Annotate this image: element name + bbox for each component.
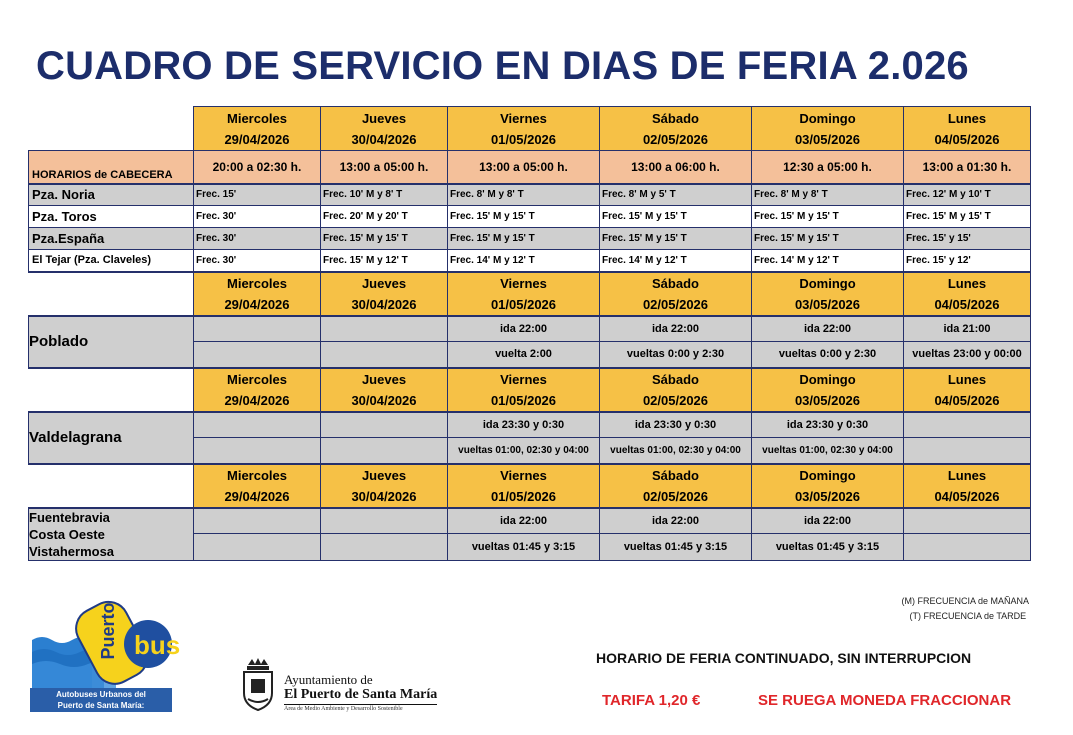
fare-text: TARIFA 1,20 € [602, 692, 701, 709]
frequency-cell: Frec. 15' y 15' [904, 228, 1031, 250]
cabecera-hours: 12:30 a 05:00 h. [752, 151, 904, 184]
day-header [448, 464, 600, 508]
legend-afternoon: (T) FRECUENCIA de TARDE [909, 611, 1027, 621]
route-ida-row [29, 412, 1031, 438]
day-date: 01/05/2026 [490, 488, 557, 504]
route-vuelta-cell [321, 438, 448, 464]
logo-word-bus: bus [134, 630, 181, 660]
day-date: 29/04/2026 [224, 296, 290, 312]
day-date: 04/05/2026 [934, 488, 1000, 504]
day-name: Jueves [361, 110, 407, 126]
stop-row [29, 228, 1031, 250]
stop-name: Pza. Toros [29, 206, 194, 228]
frequency-cell: Frec. 8' M y 8' T [448, 184, 600, 206]
day-name: Domingo [799, 110, 856, 126]
route-ida-cell: ida 22:00 [448, 508, 600, 534]
route-vuelta-cell [321, 342, 448, 368]
day-header [904, 464, 1031, 508]
day-name: Sábado [652, 371, 699, 387]
day-date: 04/05/2026 [934, 131, 1000, 147]
stop-name: Pza.España [29, 228, 194, 250]
day-name: Domingo [799, 371, 856, 387]
day-name: Miercoles [227, 275, 287, 291]
day-name: Viernes [500, 275, 547, 291]
frequency-cell: Frec. 15' M y 15' T [600, 206, 752, 228]
route-ida-cell [194, 316, 321, 342]
day-header-row [29, 107, 1031, 151]
day-date: 29/04/2026 [224, 392, 290, 408]
day-date: 30/04/2026 [351, 131, 417, 147]
day-name: Jueves [361, 371, 407, 387]
day-name: Viernes [500, 371, 547, 387]
route-ida-cell: ida 22:00 [600, 508, 752, 534]
day-name: Sábado [652, 467, 699, 483]
city-crest-icon [240, 657, 276, 711]
day-date: 03/05/2026 [794, 488, 861, 504]
day-date: 02/05/2026 [642, 392, 709, 408]
day-header [904, 272, 1031, 316]
frequency-cell: Frec. 15' M y 15' T [904, 206, 1031, 228]
frequency-cell: Frec. 10' M y 8' T [321, 184, 448, 206]
day-date: 03/05/2026 [794, 131, 861, 147]
stop-row [29, 206, 1031, 228]
header-spacer [29, 107, 194, 151]
day-name: Lunes [947, 371, 987, 387]
route-name-line: Costa Oeste [29, 526, 105, 542]
frequency-cell: Frec. 15' M y 15' T [321, 228, 448, 250]
frequency-cell: Frec. 8' M y 5' T [600, 184, 752, 206]
day-name: Miercoles [227, 110, 287, 126]
route-ida-cell: ida 22:00 [600, 316, 752, 342]
frequency-cell: Frec. 30' [194, 206, 321, 228]
day-name: Miercoles [227, 371, 287, 387]
route-vuelta-cell [904, 438, 1031, 464]
frequency-cell: Frec. 14' M y 12' T [752, 250, 904, 272]
day-date: 03/05/2026 [794, 296, 861, 312]
route-name: Poblado [29, 316, 194, 368]
day-header [321, 272, 448, 316]
route-vuelta-cell: vueltas 01:00, 02:30 y 04:00 [448, 438, 600, 464]
day-header [904, 107, 1031, 151]
frequency-cell: Frec. 8' M y 8' T [752, 184, 904, 206]
frequency-cell: Frec. 20' M y 20' T [321, 206, 448, 228]
route-vuelta-cell [194, 438, 321, 464]
stop-name: Pza. Noria [29, 184, 194, 206]
day-header-row [29, 272, 1031, 316]
route-vuelta-cell: vueltas 01:45 y 3:15 [600, 534, 752, 560]
stop-row [29, 250, 1031, 272]
cabecera-row [29, 151, 1031, 184]
day-date: 03/05/2026 [794, 392, 861, 408]
cabecera-hours: 13:00 a 06:00 h. [600, 151, 752, 184]
day-date: 01/05/2026 [490, 296, 557, 312]
route-vuelta-cell [321, 534, 448, 560]
frequency-cell: Frec. 15' y 12' [904, 250, 1031, 272]
day-header [194, 107, 321, 151]
continuous-notice: HORARIO DE FERIA CONTINUADO, SIN INTERRUPCION [596, 650, 972, 666]
coin-notice: SE RUEGA MONEDA FRACCIONAR [758, 692, 1012, 709]
stop-row [29, 184, 1031, 206]
route-ida-cell [321, 508, 448, 534]
day-name: Viernes [500, 467, 547, 483]
route-ida-cell: ida 22:00 [752, 316, 904, 342]
day-name: Lunes [947, 275, 987, 291]
day-header [194, 368, 321, 412]
route-vuelta-cell: vueltas 0:00 y 2:30 [752, 342, 904, 368]
day-name: Jueves [361, 275, 407, 291]
day-header [752, 464, 904, 508]
day-date: 02/05/2026 [642, 488, 709, 504]
day-header [448, 368, 600, 412]
route-ida-cell [194, 412, 321, 438]
route-ida-cell: ida 22:00 [448, 316, 600, 342]
route-vuelta-cell [194, 534, 321, 560]
day-name: Sábado [652, 110, 699, 126]
frequency-cell: Frec. 15' M y 12' T [321, 250, 448, 272]
day-header [752, 272, 904, 316]
day-header [321, 368, 448, 412]
ayuntamiento-logo [284, 672, 437, 712]
route-ida-cell [321, 412, 448, 438]
day-header [904, 368, 1031, 412]
ayuntamiento-line1: Ayuntamiento de [284, 672, 373, 687]
day-date: 04/05/2026 [934, 296, 1000, 312]
day-header [600, 272, 752, 316]
day-date: 30/04/2026 [351, 296, 417, 312]
header-spacer [29, 368, 194, 412]
day-date: 30/04/2026 [351, 392, 417, 408]
day-header-row [29, 464, 1031, 508]
day-date: 29/04/2026 [224, 131, 290, 147]
cabecera-label: HORARIOS de CABECERA [29, 151, 194, 184]
day-date: 30/04/2026 [351, 488, 417, 504]
day-header [752, 368, 904, 412]
stop-name: El Tejar (Pza. Claveles) [29, 250, 194, 272]
day-name: Miercoles [227, 467, 287, 483]
route-ida-cell: ida 22:00 [752, 508, 904, 534]
route-vuelta-cell: vueltas 01:00, 02:30 y 04:00 [752, 438, 904, 464]
day-date: 29/04/2026 [224, 488, 290, 504]
bus-caption-line2: Puerto de Santa María: [57, 701, 145, 710]
route-vuelta-cell: vueltas 23:00 y 00:00 [904, 342, 1031, 368]
route-vuelta-cell [194, 342, 321, 368]
route-ida-cell: ida 21:00 [904, 316, 1031, 342]
day-date: 04/05/2026 [934, 392, 1000, 408]
day-header [752, 107, 904, 151]
route-ida-cell [321, 316, 448, 342]
day-header [600, 107, 752, 151]
day-header [448, 107, 600, 151]
day-name: Domingo [799, 275, 856, 291]
route-name-line: Fuentebravia [29, 509, 110, 525]
bus-logo-caption [30, 688, 172, 712]
day-header [194, 464, 321, 508]
legend [901, 594, 1029, 624]
bus-caption-line1: Autobuses Urbanos del [56, 690, 146, 699]
route-name: Valdelagrana [29, 412, 194, 464]
route-vuelta-cell: vueltas 01:00, 02:30 y 04:00 [600, 438, 752, 464]
cabecera-hours: 13:00 a 01:30 h. [904, 151, 1031, 184]
day-name: Viernes [500, 110, 547, 126]
route-name [29, 508, 194, 561]
day-header [321, 464, 448, 508]
ayuntamiento-line3: Área de Medio Ambiente y Desarrollo Sostenible [284, 706, 403, 712]
legend-morning: (M) FRECUENCIA de MAÑANA [901, 596, 1029, 606]
day-name: Lunes [947, 467, 987, 483]
route-ida-row [29, 508, 1031, 534]
day-header [321, 107, 448, 151]
frequency-cell: Frec. 15' M y 15' T [448, 206, 600, 228]
cabecera-hours: 13:00 a 05:00 h. [448, 151, 600, 184]
frequency-cell: Frec. 15' M y 15' T [752, 228, 904, 250]
day-date: 01/05/2026 [490, 392, 557, 408]
header-spacer [29, 272, 194, 316]
schedule-table [28, 106, 1031, 561]
day-header-row [29, 368, 1031, 412]
page-title: CUADRO DE SERVICIO EN DIAS DE FERIA 2.026 [36, 44, 969, 88]
route-name-line: Vistahermosa [29, 543, 115, 559]
day-name: Lunes [947, 110, 987, 126]
route-vuelta-cell [904, 534, 1031, 560]
cabecera-hours: 20:00 a 02:30 h. [194, 151, 321, 184]
logo-word-puerto: Puerto [97, 602, 118, 660]
route-vuelta-cell: vueltas 0:00 y 2:30 [600, 342, 752, 368]
route-ida-cell [904, 412, 1031, 438]
route-vuelta-cell: vueltas 01:45 y 3:15 [448, 534, 600, 560]
header-spacer [29, 464, 194, 508]
day-date: 01/05/2026 [490, 131, 557, 147]
route-ida-cell [194, 508, 321, 534]
route-ida-cell [904, 508, 1031, 534]
day-header [194, 272, 321, 316]
frequency-cell: Frec. 14' M y 12' T [448, 250, 600, 272]
route-ida-cell: ida 23:30 y 0:30 [600, 412, 752, 438]
day-name: Domingo [799, 467, 856, 483]
frequency-cell: Frec. 15' M y 15' T [600, 228, 752, 250]
frequency-cell: Frec. 30' [194, 250, 321, 272]
day-header [448, 272, 600, 316]
frequency-cell: Frec. 15' M y 15' T [752, 206, 904, 228]
day-name: Jueves [361, 467, 407, 483]
frequency-cell: Frec. 30' [194, 228, 321, 250]
frequency-cell: Frec. 15' M y 15' T [448, 228, 600, 250]
route-ida-row [29, 316, 1031, 342]
day-name: Sábado [652, 275, 699, 291]
route-ida-cell: ida 23:30 y 0:30 [752, 412, 904, 438]
day-date: 02/05/2026 [642, 131, 709, 147]
ayuntamiento-line2: El Puerto de Santa María [284, 687, 437, 705]
frequency-cell: Frec. 14' M y 12' T [600, 250, 752, 272]
route-vuelta-cell: vueltas 01:45 y 3:15 [752, 534, 904, 560]
frequency-cell: Frec. 15' [194, 184, 321, 206]
cabecera-hours: 13:00 a 05:00 h. [321, 151, 448, 184]
route-ida-cell: ida 23:30 y 0:30 [448, 412, 600, 438]
frequency-cell: Frec. 12' M y 10' T [904, 184, 1031, 206]
day-date: 02/05/2026 [642, 296, 709, 312]
route-vuelta-cell: vuelta 2:00 [448, 342, 600, 368]
day-header [600, 368, 752, 412]
day-header [600, 464, 752, 508]
